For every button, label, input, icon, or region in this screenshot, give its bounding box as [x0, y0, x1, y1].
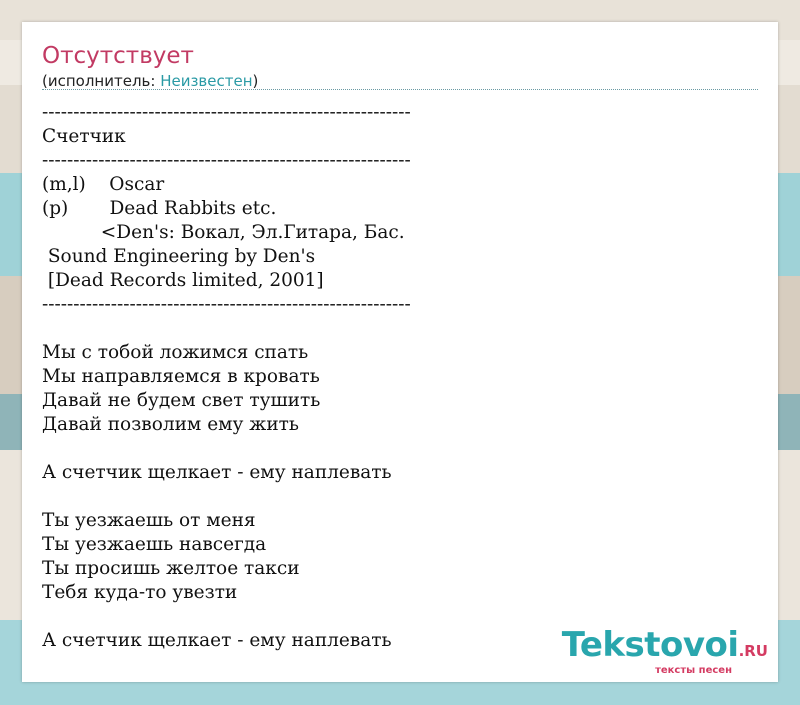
lyric-line: -----------------------------------------------------------	[42, 294, 411, 315]
lyric-line: [Dead Records limited, 2001]	[42, 270, 324, 291]
lyric-line: -----------------------------------------------------------	[42, 102, 411, 123]
lyric-line: Мы направляемся в кровать	[42, 366, 320, 387]
logo-wordmark	[562, 627, 768, 669]
site-logo[interactable]	[562, 627, 768, 676]
logo-tld: .RU	[738, 642, 768, 660]
lyrics-text	[42, 101, 758, 653]
lyric-line: А счетчик щелкает - ему наплевать	[42, 462, 392, 483]
song-title: Отсутствует	[42, 43, 194, 69]
lyric-line: Ты просишь желтое такси	[42, 558, 300, 579]
logo-name: Tekstovoi	[561, 625, 739, 665]
artist-link[interactable]: Неизвестен	[160, 72, 253, 90]
artist-line	[42, 71, 258, 91]
lyric-line: Давай не будем свет тушить	[42, 390, 321, 411]
lyric-line: Счетчик	[42, 126, 126, 147]
lyric-line: Тебя куда-то увезти	[42, 582, 238, 603]
lyric-line: -----------------------------------------------------------	[42, 150, 411, 171]
lyric-line: Давай позволим ему жить	[42, 414, 299, 435]
lyric-line: Ты уезжаешь от меня	[42, 510, 256, 531]
artist-suffix: )	[252, 72, 259, 90]
lyric-line: Sound Engineering by Den's	[42, 246, 316, 267]
lyric-line: (m,l) Oscar	[42, 174, 165, 195]
lyrics-card	[22, 22, 778, 682]
header-divider	[42, 89, 758, 90]
lyric-line: <Den's: Вокал, Эл.Гитара, Бас.	[42, 222, 405, 243]
logo-tagline: тексты песен	[655, 665, 732, 676]
lyric-line: Ты уезжаешь навсегда	[42, 534, 267, 555]
lyric-line: А счетчик щелкает - ему наплевать	[42, 630, 392, 651]
lyric-line: Мы с тобой ложимся спать	[42, 342, 309, 363]
lyric-line: (p) Dead Rabbits etc.	[42, 198, 277, 219]
artist-prefix: (исполнитель:	[42, 72, 161, 90]
